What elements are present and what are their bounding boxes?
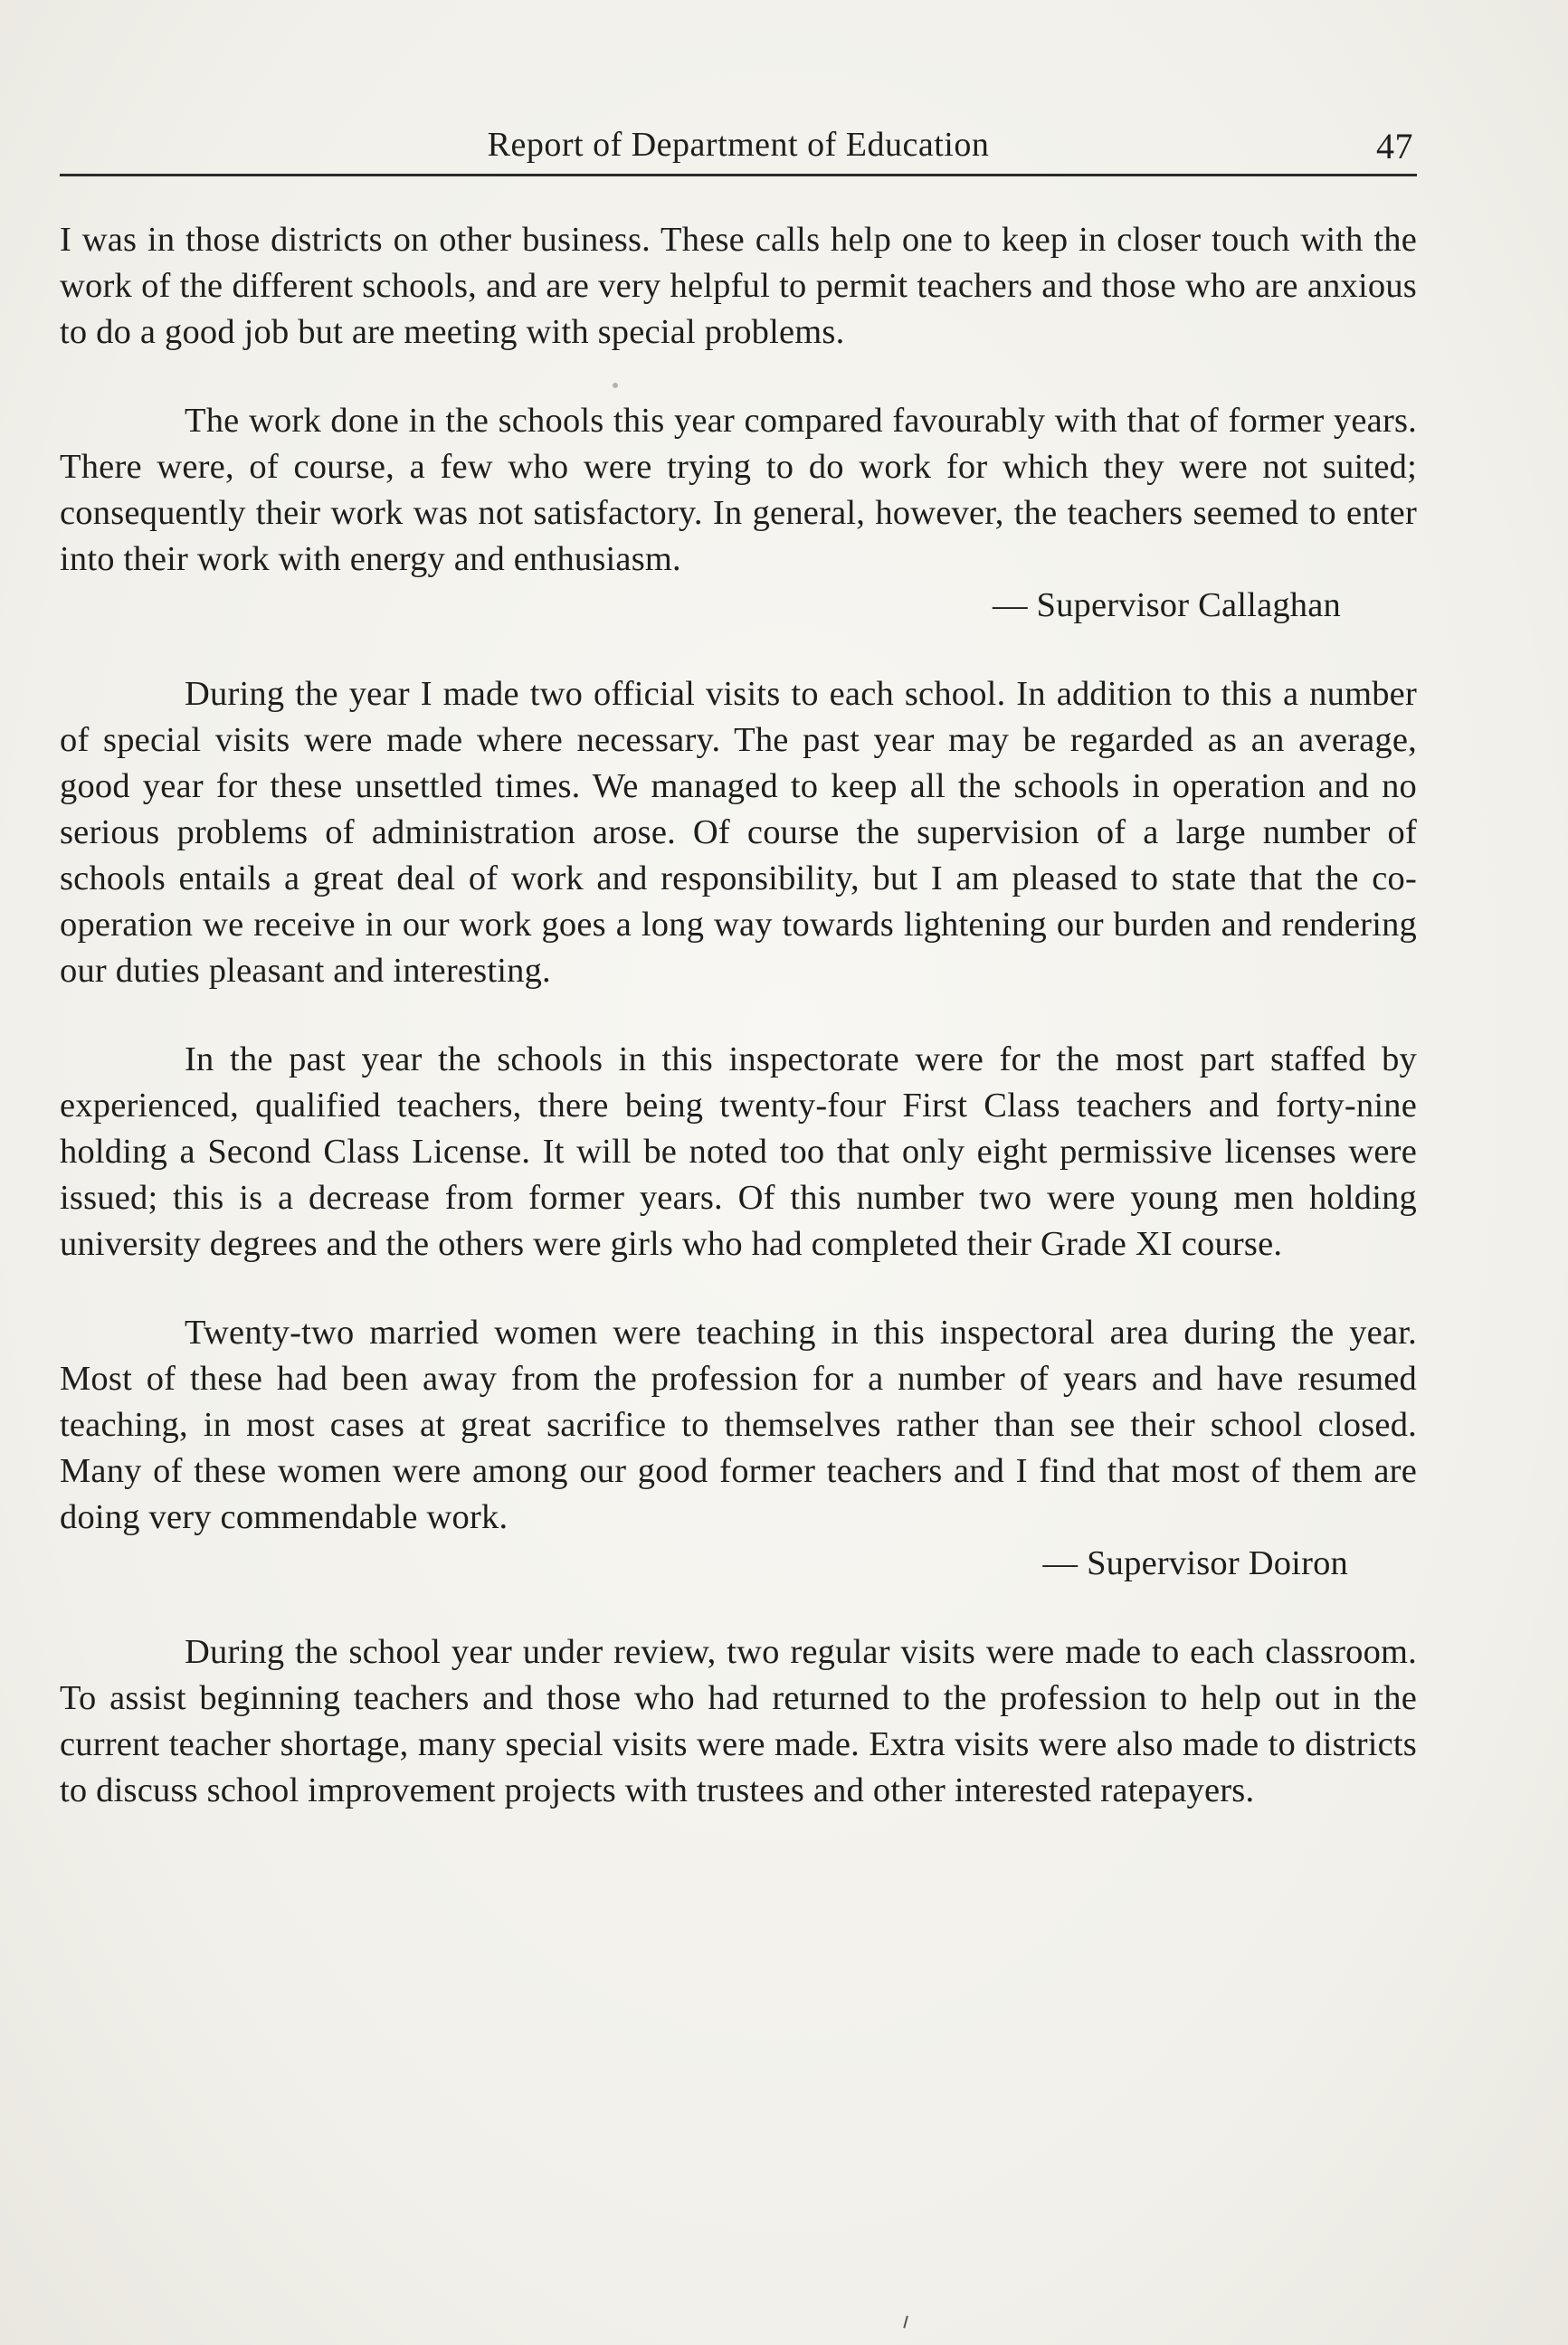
paragraph-continued: I was in those districts on other business. These calls help one to keep in closer touch with the work of the different schools, and are very helpful to permit teachers and those who are anxious to do a good job but are meeting with special problems. [60, 221, 1417, 351]
running-header [60, 119, 1417, 176]
paragraph: The work done in the schools this year compared favourably with that of former years. There were, of course, a few who were trying to do work for which they were not suited; consequently their work was not satisfactory. In general, however, the teachers seemed to enter into their work with energy and enthusiasm. [60, 402, 1417, 578]
stray-mark [903, 2315, 911, 2329]
signature-doiron: — Supervisor Doiron [1042, 1544, 1348, 1582]
paragraph: In the past year the schools in this inspectorate were for the most part staffed by experienced, qualified teachers, there being twenty-four First Class teachers and forty-nine holding a Second Class License. It will be noted too that only eight permissive licenses were issued; this is a decrease from former years. Of this number two were young men holding university degrees and the others were girls who had completed their Grade XI course. [60, 1040, 1417, 1263]
paragraph: During the year I made two official visits to each school. In addition to this a number of special visits were made where necessary. The past year may be regarded as an average, good year for these unsettled times. We managed to keep all the schools in operation and no serious problems of administration arose. Of course the supervision of a large number of schools entails a great deal of work and responsibility, but I am pleased to state that the co-operation we receive in our work goes a long way towards lightening our burden and rendering our duties pleasant and interesting. [60, 675, 1417, 990]
page-number: 47 [1376, 126, 1413, 166]
paragraph: During the school year under review, two regular visits were made to each classroom. To assist beginning teachers and those who had returned to the profession to help out in the current teacher shortage, many special visits were made. Extra visits were also made to districts to discuss school improvement projects with trustees and other interested ratepayers. [60, 1633, 1417, 1809]
signature-callaghan: — Supervisor Callaghan [992, 586, 1341, 624]
running-title: Report of Department of Education [487, 126, 990, 164]
body-text [60, 217, 1417, 1814]
paragraph: Twenty-two married women were teaching in this inspectoral area during the year. Most of these had been away from the profession for a number of years and have resumed teaching, in most cases at great sacrifice to themselves rather than see their school closed. Many of these women were among our good former teachers and I find that most of them are doing very commendable work. [60, 1314, 1417, 1536]
